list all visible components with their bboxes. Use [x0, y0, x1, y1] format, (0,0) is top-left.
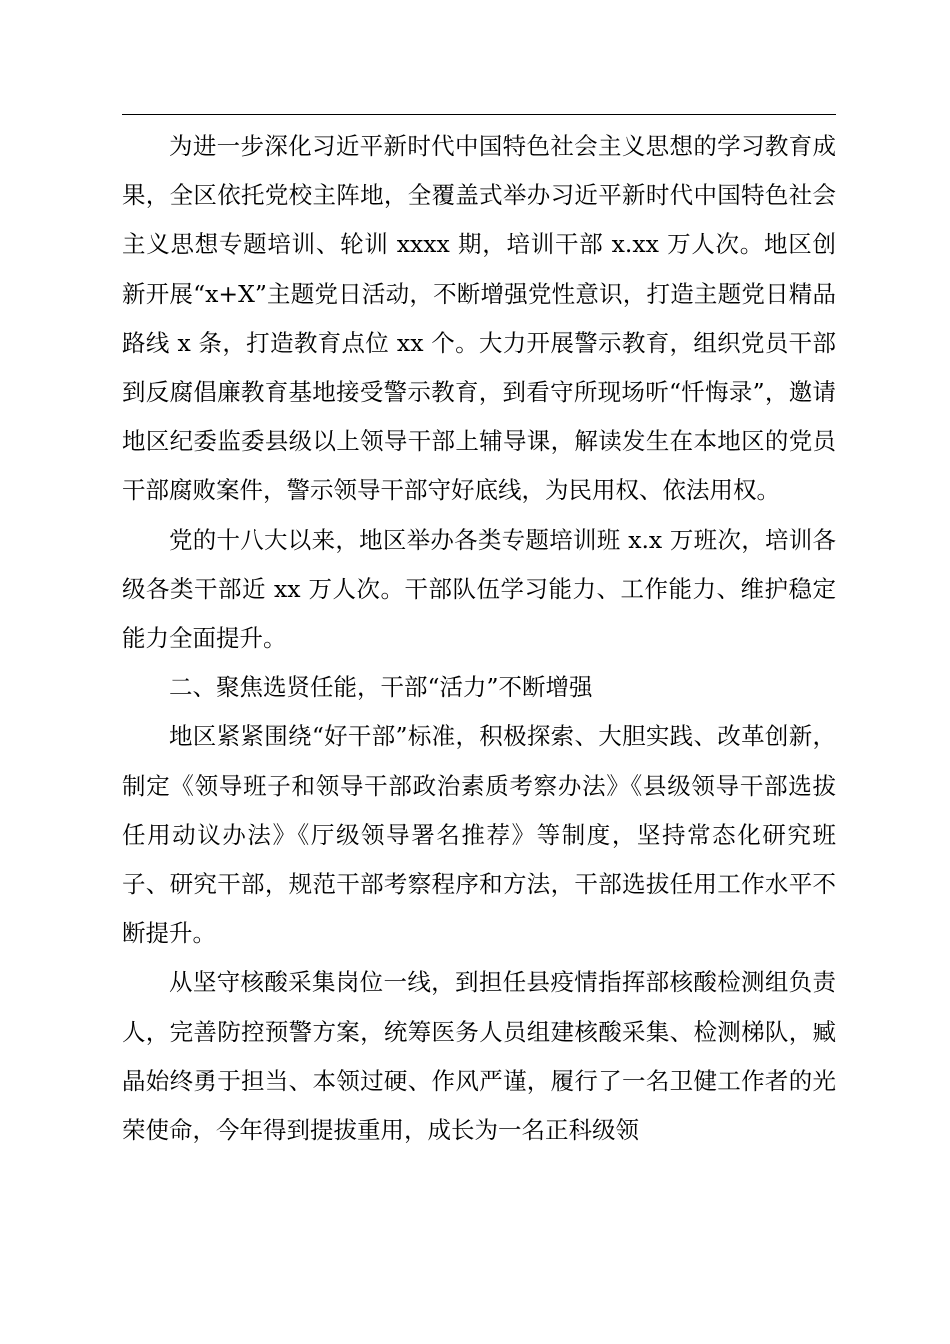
- document-body: [122, 122, 836, 1155]
- paragraph-cadre-example: 从坚守核酸采集岗位一线，到担任县疫情指挥部核酸检测组负责人，完善防控预警方案，统筹医务人员组建核酸采集、检测梯队，臧晶始终勇于担当、本领过硬、作风严谨，履行了一名卫健工作者的光荣使命，今年得到提拔重用，成长为一名正科级领: [122, 968, 836, 1145]
- paragraph-training-stats: 党的十八大以来，地区举办各类专题培训班 x.x 万班次，培训各级各类干部近 xx 万人次。干部队伍学习能力、工作能力、维护稳定能力全面提升。: [122, 525, 836, 653]
- paragraph-selection-system: 地区紧紧围绕“好干部”标准，积极探索、大胆实践、改革创新，制定《领导班子和领导干部政治素质考察办法》《县级领导干部选拔任用动议办法》《厅级领导署名推荐》等制度，坚持常态化研究班子、研究干部，规范干部考察程序和方法，干部选拔任用工作水平不断提升。: [122, 722, 836, 948]
- paragraph-education-results: 为进一步深化习近平新时代中国特色社会主义思想的学习教育成果，全区依托党校主阵地，全覆盖式举办习近平新时代中国特色社会主义思想专题培训、轮训 xxxx 期，培训干部 x.xx 万人次。地区创新开展“x+X”主题党日活动，不断增强党性意识，打造主题党日精品路线 x 条，打造教育点位 xx 个。大力开展警示教育，组织党员干部到反腐倡廉教育基地接受警示教育，到看守所现场听“忏悔录”，邀请地区纪委监委县级以上领导干部上辅导课，解读发生在本地区的党员干部腐败案件，警示领导干部守好底线，为民用权、依法用权。: [122, 132, 836, 505]
- header-rule: [122, 114, 836, 115]
- section-heading-talent-selection: 二、聚焦选贤任能，干部“活力”不断增强: [169, 673, 593, 702]
